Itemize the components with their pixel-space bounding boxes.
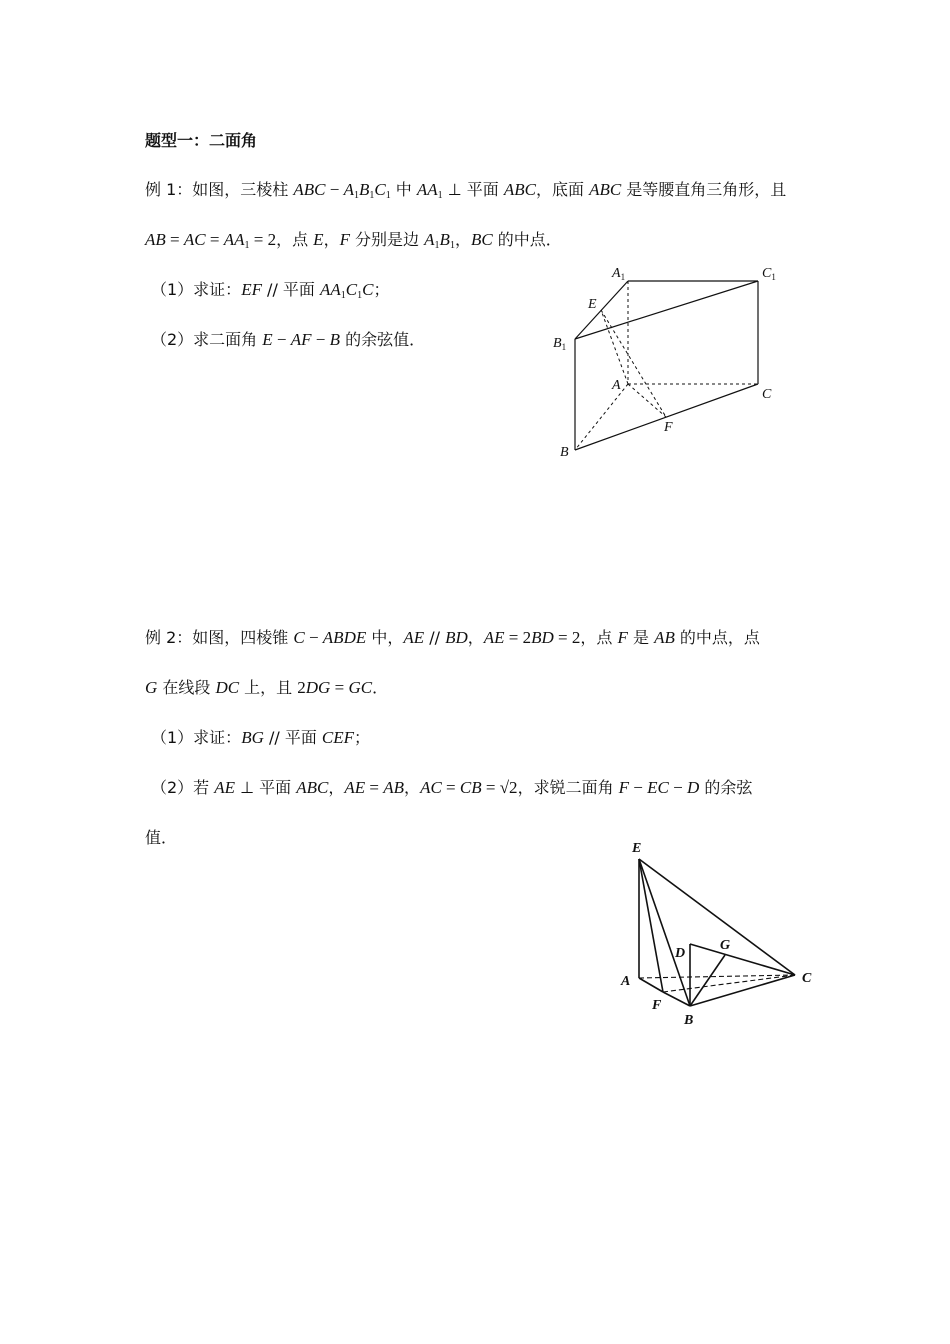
edge-a-c — [639, 975, 795, 978]
label-c1: $C_1$ — [762, 266, 776, 282]
example2-line1: 例 2：如图，四棱锥 C − ABDE 中，AE // BD，AE = 2BD = 2，点 F 是 AB 的中点，点 — [145, 628, 760, 647]
example1-line1: 例 1：如图，三棱柱 ABC − A1B1C1 中 AA1 ⊥ 平面 ABC，底面 ABC 是等腰直角三角形，且 — [145, 180, 787, 201]
label-e: E — [588, 297, 597, 312]
edge-d-c — [690, 944, 795, 975]
example2-question1: （1）求证：BG // 平面 CEF； — [151, 728, 371, 747]
label-a: A — [612, 378, 621, 393]
edge-a1-b1 — [575, 281, 628, 339]
edge-b-c — [690, 975, 795, 1006]
example2-line2: G 在线段 DC 上，且 2DG = GC． — [145, 678, 389, 697]
label-d: D — [675, 946, 686, 961]
edge-e-f — [639, 859, 663, 992]
label-a: A — [621, 974, 631, 989]
edge-b-c — [575, 384, 758, 450]
label-b: B — [560, 445, 569, 460]
segment-e-f — [601, 310, 666, 417]
label-f: F — [652, 998, 662, 1013]
segment-a-f — [628, 384, 666, 417]
segment-f-c — [663, 975, 795, 992]
example1-question1: （1）求证：EF // 平面 AA1C1C； — [151, 280, 390, 301]
section-title: 题型一：二面角 — [145, 131, 258, 150]
segment-a-e — [601, 310, 628, 384]
label-b: B — [684, 1013, 694, 1028]
label-c: C — [762, 387, 772, 402]
example1-question2: （2）求二面角 E − AF − B 的余弦值． — [151, 330, 426, 349]
label-b1: $B_1$ — [553, 336, 567, 352]
edge-b1-c1 — [575, 281, 758, 339]
example2-question2: （2）若 AE ⊥ 平面 ABC，AE = AB，AC = CB = √2，求锐二面角 F − EC − D 的余弦 — [151, 778, 753, 797]
segment-b-g — [690, 955, 725, 1006]
label-f: F — [664, 420, 673, 435]
edge-e-b — [639, 859, 690, 1006]
label-a1: $A_1$ — [612, 266, 626, 282]
edge-e-c — [639, 859, 795, 975]
edge-a-b — [575, 384, 628, 450]
edge-f-b — [663, 992, 690, 1006]
label-c: C — [802, 971, 812, 986]
example1-line2: AB = AC = AA1 = 2，点 E，F 分别是边 A1B1，BC 的中点． — [145, 230, 562, 251]
label-e: E — [632, 841, 642, 856]
edge-a-f — [639, 978, 663, 992]
label-g: G — [720, 938, 731, 953]
example2-question2-cont: 值． — [145, 828, 178, 847]
